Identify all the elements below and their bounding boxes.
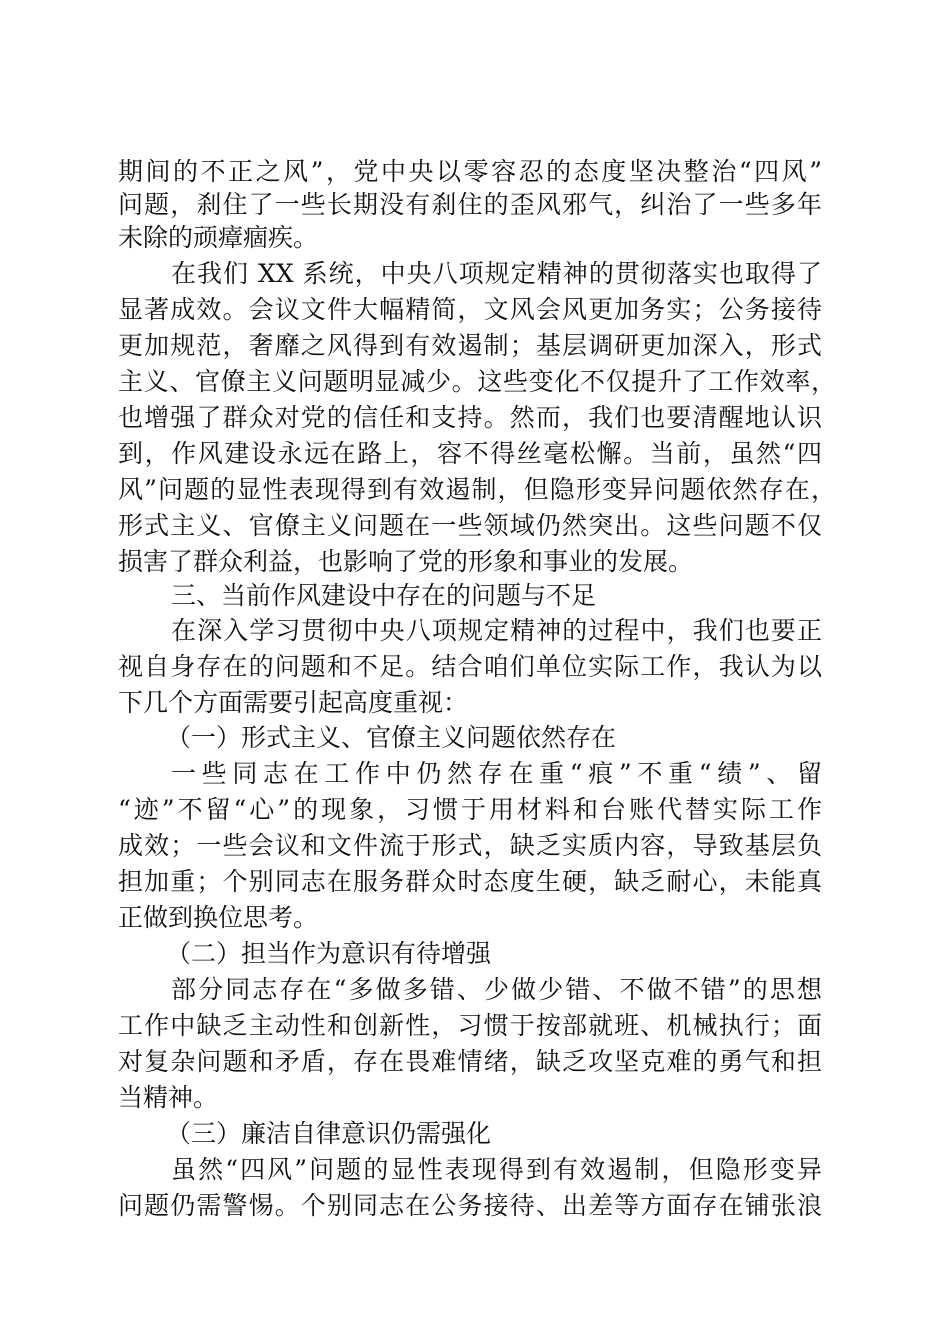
body-line: 风”问题的显性表现得到有效遏制，但隐形变异问题依然存在，	[118, 475, 836, 504]
body-line: 工作中缺乏主动性和创新性，习惯于按部就班、机械执行；面	[118, 1011, 822, 1040]
section-heading: 三、当前作风建设中存在的问题与不足	[171, 581, 597, 610]
body-line: 显著成效。会议文件大幅精简，文风会风更加务实；公务接待	[118, 295, 822, 324]
body-line: 主义、官僚主义问题明显减少。这些变化不仅提升了工作效率，	[118, 367, 836, 396]
body-line: 到，作风建设永远在路上，容不得丝毫松懈。当前，虽然“四	[118, 439, 822, 468]
body-line: 对复杂问题和矛盾，存在畏难情绪，缺乏攻坚克难的勇气和担	[118, 1047, 822, 1076]
body-line: 部分同志存在“多做多错、少做少错、不做不错”的思想	[171, 975, 822, 1004]
subsection-heading: （三）廉洁自律意识仍需强化	[166, 1119, 492, 1148]
body-line: 一些同志在工作中仍然存在重“痕”不重“绩”、留	[171, 759, 822, 788]
body-line: 问题仍需警惕。个别同志在公务接待、出差等方面存在铺张浪	[118, 1191, 822, 1220]
body-line: 担加重；个别同志在服务群众时态度生硬，缺乏耐心，未能真	[118, 867, 822, 896]
body-line: 形式主义、官僚主义问题在一些领域仍然突出。这些问题不仅	[118, 511, 822, 540]
body-line: 成效；一些会议和文件流于形式，缺乏实质内容，导致基层负	[118, 831, 822, 860]
body-line: 在我们 XX 系统，中央八项规定精神的贯彻落实也取得了	[171, 259, 822, 288]
body-line: 期间的不正之风”，党中央以零容忍的态度坚决整治“四风”	[118, 157, 822, 186]
body-line: 损害了群众利益，也影响了党的形象和事业的发展。	[118, 547, 694, 576]
body-line: 更加规范，奢靡之风得到有效遏制；基层调研更加深入，形式	[118, 331, 822, 360]
body-line: “迹”不留“心”的现象，习惯于用材料和台账代替实际工作	[118, 795, 822, 824]
body-line: 当精神。	[118, 1083, 219, 1112]
body-line: 虽然“四风”问题的显性表现得到有效遏制，但隐形变异	[171, 1155, 822, 1184]
body-line: 也增强了群众对党的信任和支持。然而，我们也要清醒地认识	[118, 403, 822, 432]
body-line: 问题，刹住了一些长期没有刹住的歪风邪气，纠治了一些多年	[118, 190, 822, 219]
subsection-heading: （二）担当作为意识有待增强	[166, 939, 492, 968]
body-line: 下几个方面需要引起高度重视：	[118, 688, 469, 717]
body-line: 正做到换位思考。	[118, 903, 319, 932]
subsection-heading: （一）形式主义、官僚主义问题依然存在	[166, 723, 617, 752]
body-line: 未除的顽瘴痼疾。	[118, 223, 319, 252]
body-line: 在深入学习贯彻中央八项规定精神的过程中，我们也要正	[171, 616, 822, 645]
body-line: 视自身存在的问题和不足。结合咱们单位实际工作，我认为以	[118, 652, 822, 681]
